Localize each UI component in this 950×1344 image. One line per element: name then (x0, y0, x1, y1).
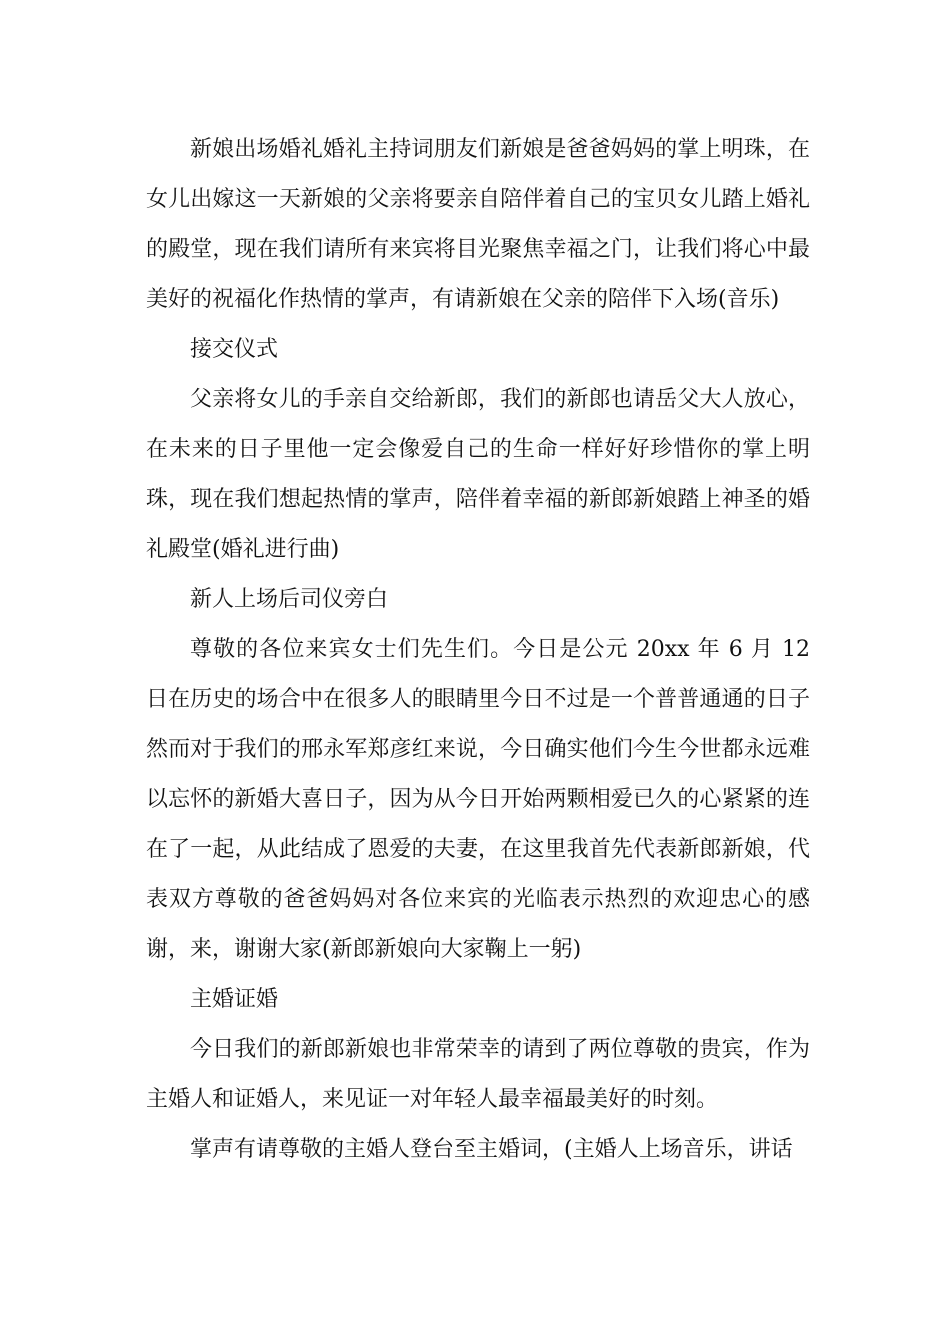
heading-host-narration: 新人上场后司仪旁白 (190, 587, 389, 612)
paragraph-bride-entrance: 新娘出场婚礼婚礼主持词朋友们新娘是爸爸妈妈的掌上明珠，在女儿出嫁这一天新娘的父亲将要亲自陪伴着自己的宝贝女儿踏上婚礼的殿堂，现在我们请所有来宾将目光聚焦幸福之门，让我们将心中最美好的祝福化作热情的掌声，有请新娘在父亲的陪伴下入场(音乐) (146, 137, 810, 312)
heading-officiant-witness: 主婚证婚 (190, 987, 279, 1012)
paragraph-honored-guests: 今日我们的新郎新娘也非常荣幸的请到了两位尊敬的贵宾，作为主婚人和证婚人，来见证一对年轻人最幸福最美好的时刻。 (146, 1037, 810, 1112)
heading-handover-ceremony: 接交仪式 (190, 337, 279, 362)
paragraph-father-handover: 父亲将女儿的手亲自交给新郎，我们的新郎也请岳父大人放心，在未来的日子里他一定会像爱自己的生命一样好好珍惜你的掌上明珠，现在我们想起热情的掌声，陪伴着幸福的新郎新娘踏上神圣的婚礼殿堂(婚礼进行曲) (146, 387, 810, 562)
paragraph-welcome-speech: 尊敬的各位来宾女士们先生们。今日是公元 20xx 年 6 月 12 日在历史的场合中在很多人的眼睛里今日不过是一个普普通通的日子然而对于我们的邢永军郑彦红来说，今日确实他们今生今世都永远难以忘怀的新婚大喜日子，因为从今日开始两颗相爱已久的心紧紧的连在了一起，从此结成了恩爱的夫妻，在这里我首先代表新郎新娘，代表双方尊敬的爸爸妈妈对各位来宾的光临表示热烈的欢迎忠心的感谢，来，谢谢大家(新郎新娘向大家鞠上一躬) (146, 637, 810, 962)
document-body (146, 125, 810, 1175)
paragraph-officiant-invite: 掌声有请尊敬的主婚人登台至主婚词，(主婚人上场音乐，讲话 (190, 1137, 793, 1162)
